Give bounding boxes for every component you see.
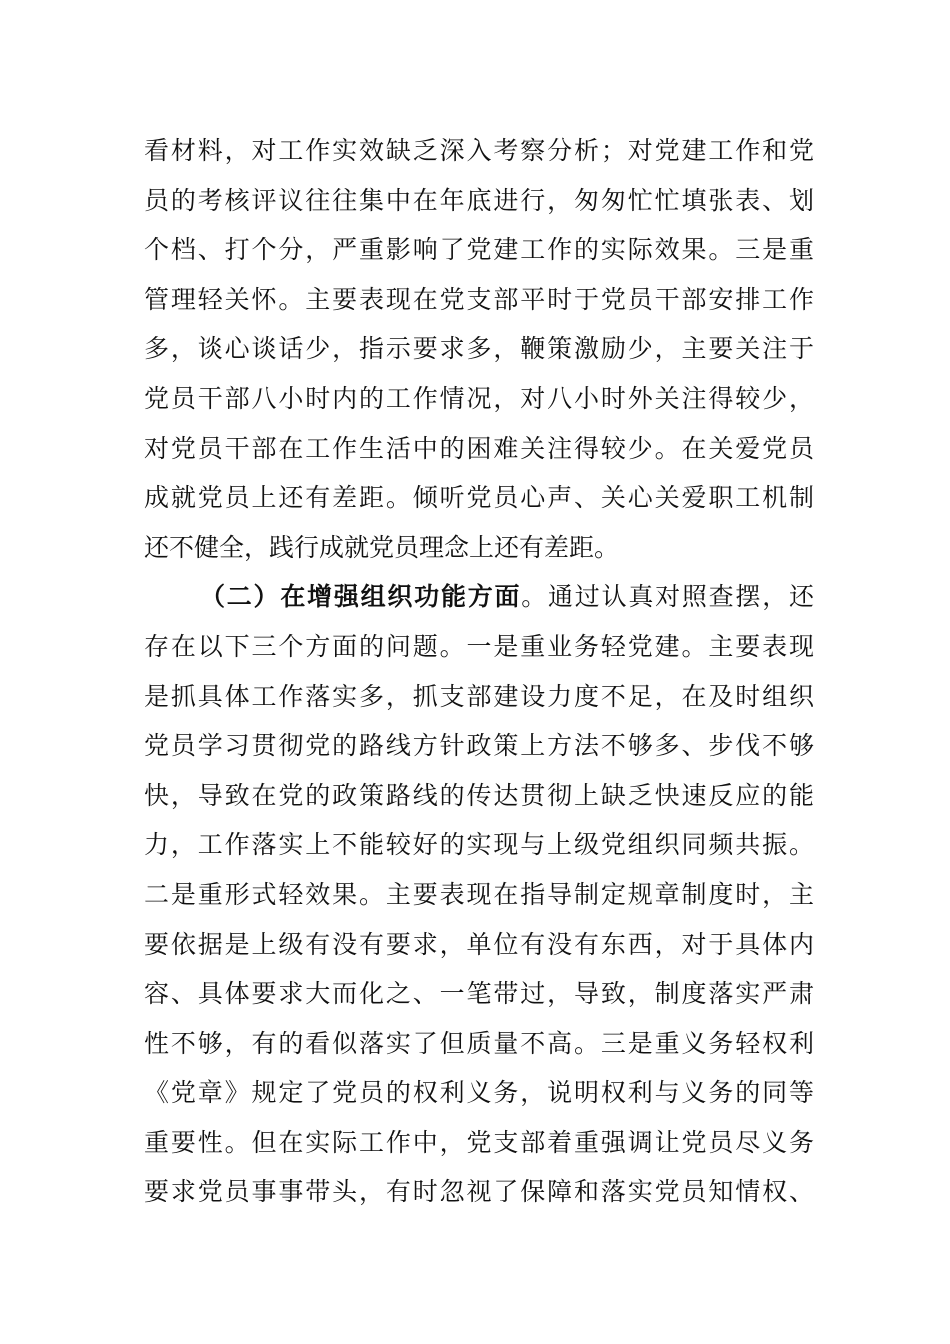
section-2-first-line-rest: 。通过认真对照查摆，还 <box>521 582 814 612</box>
text-line: 个档、打个分，严重影响了党建工作的实际效果。三是重 <box>144 235 814 265</box>
text-line: 二是重形式轻效果。主要表现在指导制定规章制度时，主 <box>144 879 814 909</box>
text-line: 性不够，有的看似落实了但质量不高。三是重义务轻权利 <box>144 1028 814 1058</box>
text-line: 要依据是上级有没有要求，单位有没有东西，对于具体内 <box>144 929 814 959</box>
text-line: 党员学习贯彻党的路线方针政策上方法不够多、步伐不够 <box>144 731 814 761</box>
section-2-first-line <box>144 572 814 622</box>
text-line: 《党章》规定了党员的权利义务，说明权利与义务的同等 <box>144 1078 814 1108</box>
text-line: 力，工作落实上不能较好的实现与上级党组织同频共振。 <box>144 830 814 860</box>
text-line: 存在以下三个方面的问题。一是重业务轻党建。主要表现 <box>144 631 814 661</box>
body-text <box>144 126 814 1217</box>
text-line: 是抓具体工作落实多，抓支部建设力度不足，在及时组织 <box>144 681 814 711</box>
text-line: 容、具体要求大而化之、一笔带过，导致，制度落实严肃 <box>144 979 814 1009</box>
text-line: 要求党员事事带头，有时忽视了保障和落实党员知情权、 <box>144 1177 814 1207</box>
text-line: 管理轻关怀。主要表现在党支部平时于党员干部安排工作 <box>144 284 814 314</box>
text-line: 党员干部八小时内的工作情况，对八小时外关注得较少， <box>144 383 814 413</box>
text-line: 多，谈心谈话少，指示要求多，鞭策激励少，主要关注于 <box>144 334 814 364</box>
section-2-heading: （二）在增强组织功能方面 <box>200 582 522 612</box>
text-line: 快，导致在党的政策路线的传达贯彻上缺乏快速反应的能 <box>144 780 814 810</box>
text-line: 员的考核评议往往集中在年底进行，匆匆忙忙填张表、划 <box>144 185 814 215</box>
text-line: 还不健全，践行成就党员理念上还有差距。 <box>144 532 620 562</box>
text-line: 重要性。但在实际工作中，党支部着重强调让党员尽义务 <box>144 1127 814 1157</box>
text-line: 成就党员上还有差距。倾听党员心声、关心关爱职工机制 <box>144 483 814 513</box>
text-line: 看材料，对工作实效缺乏深入考察分析；对党建工作和党 <box>144 136 814 165</box>
text-line: 对党员干部在工作生活中的困难关注得较少。在关爱党员 <box>144 433 814 463</box>
